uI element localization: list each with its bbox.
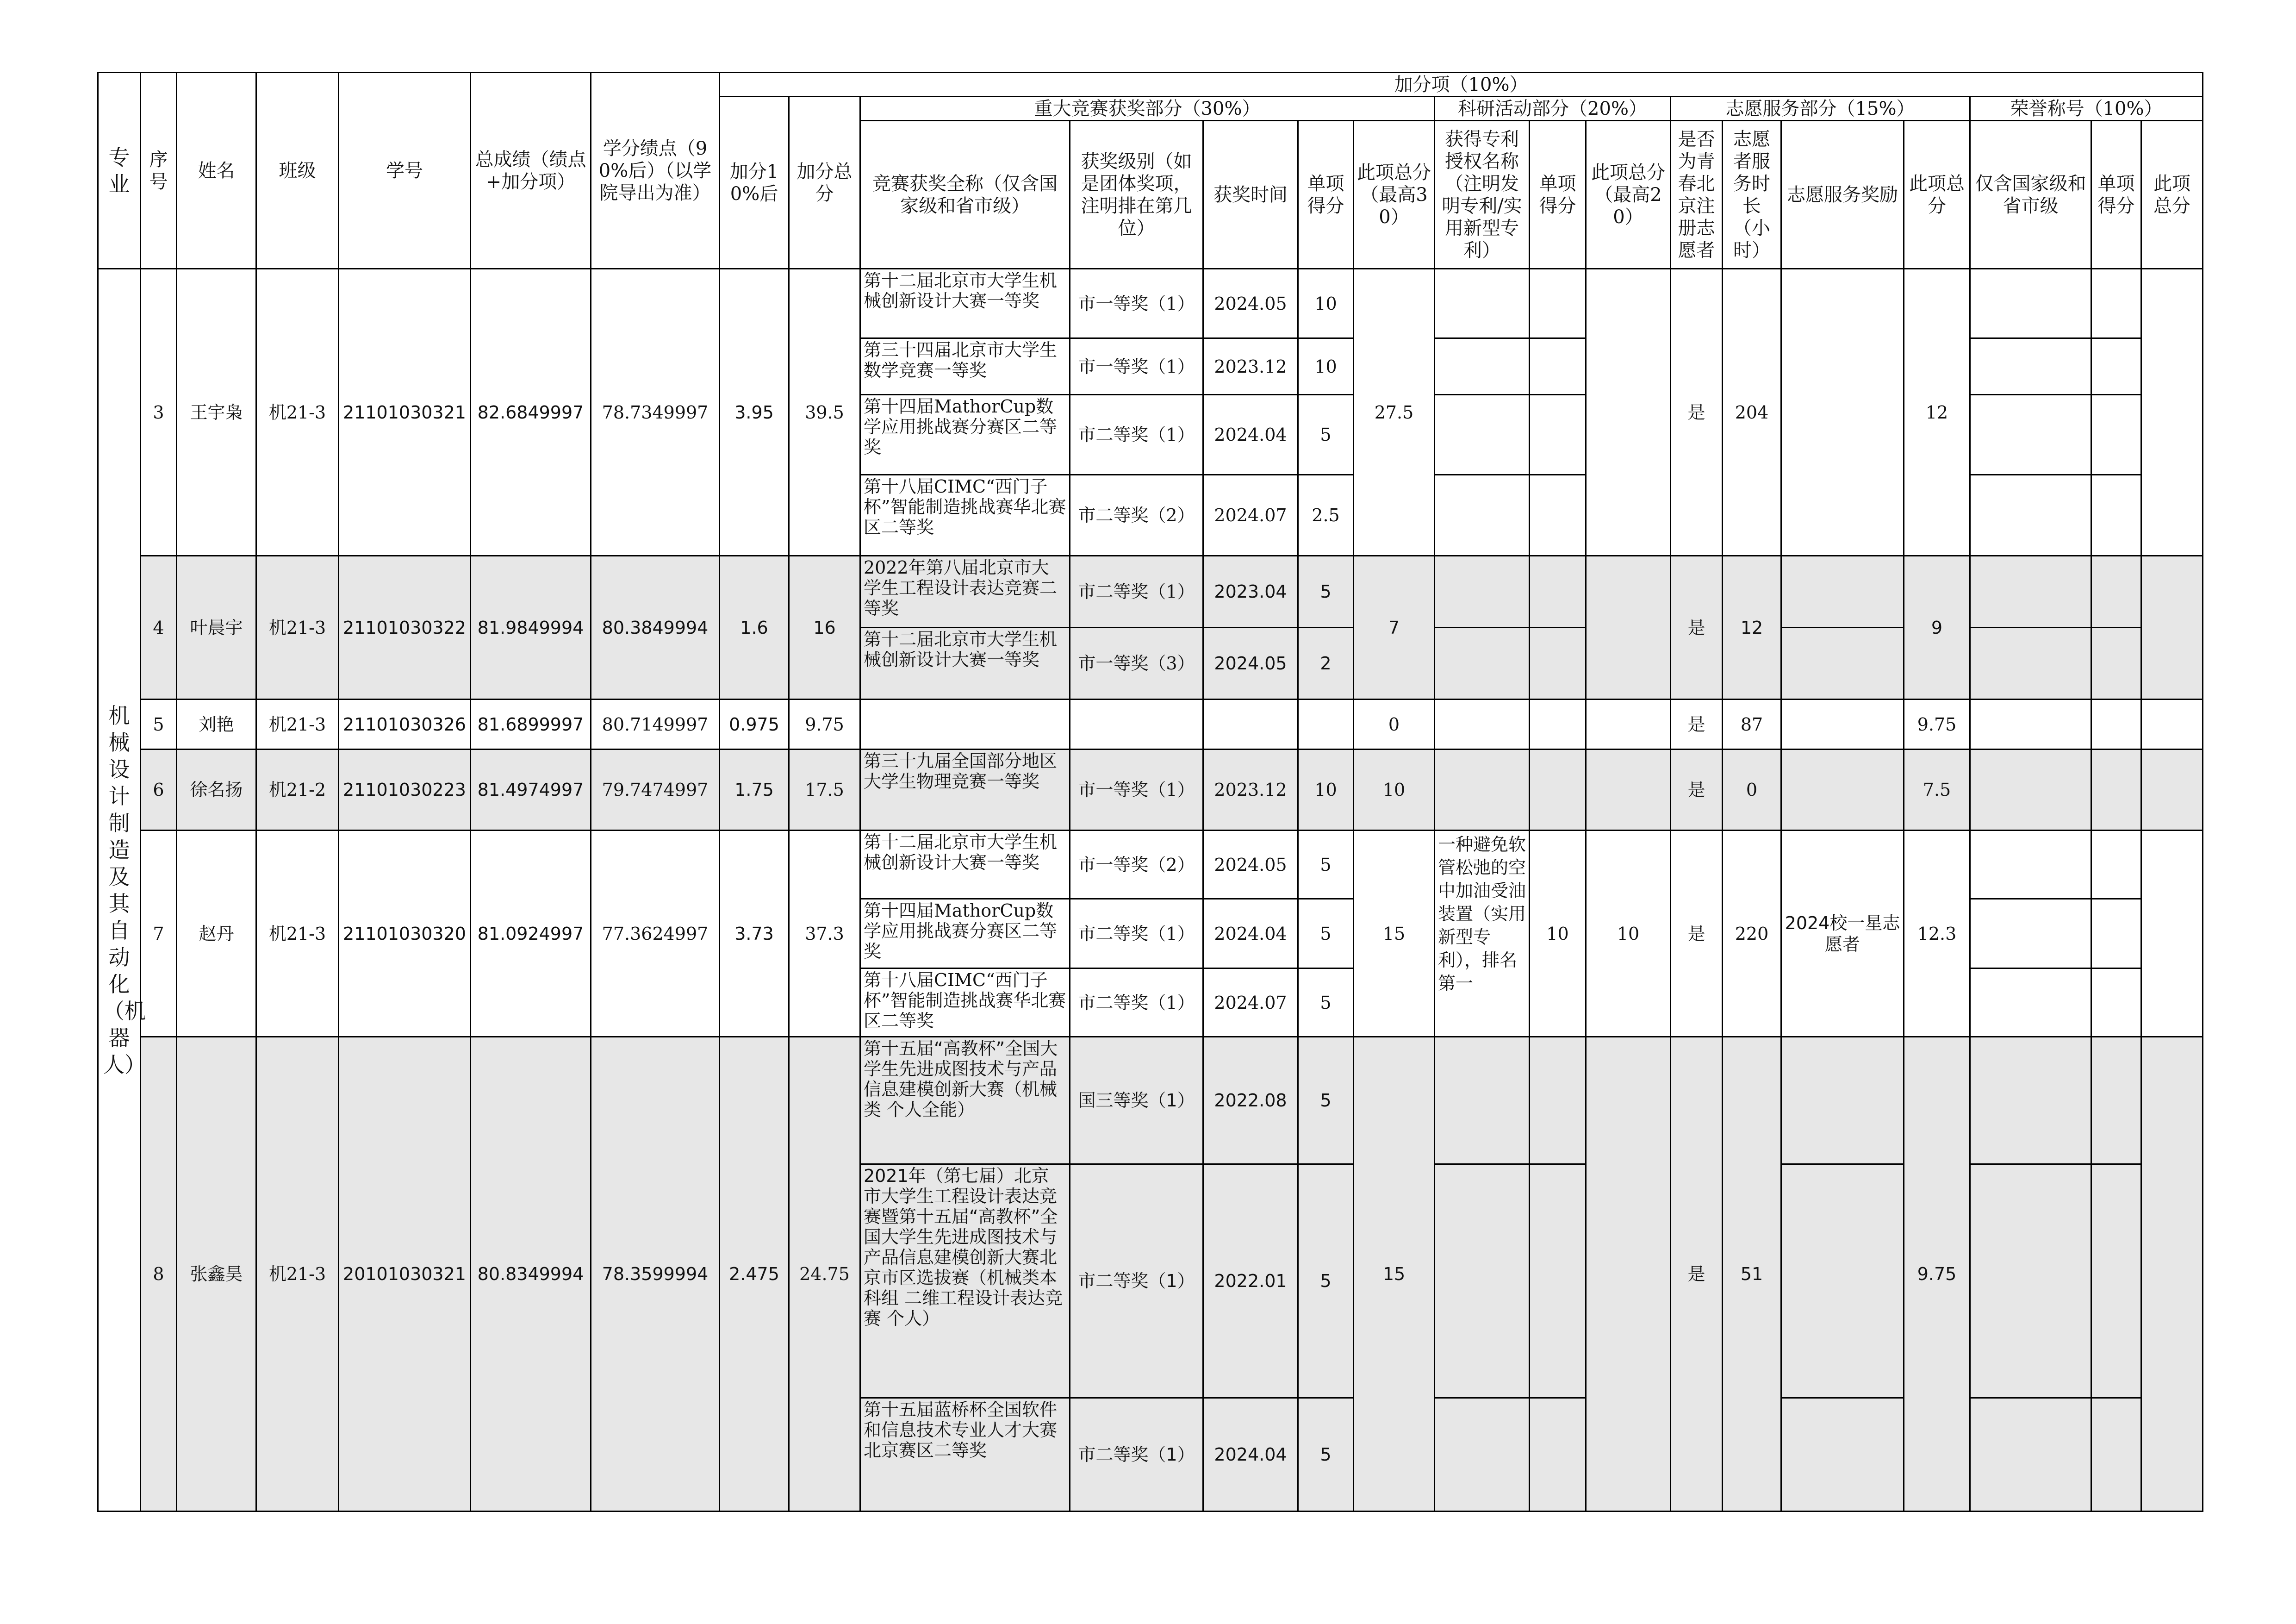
honor-name-cell: [1970, 700, 2091, 750]
award-level: 市二等奖（1）: [1070, 1164, 1203, 1398]
award-score: 10: [1298, 750, 1354, 831]
award-time: 2024.04: [1203, 395, 1298, 475]
student-id: 21101030322: [339, 556, 471, 700]
is-volunteer: 是: [1671, 831, 1723, 1037]
header-honor-section: 荣誉称号（10%）: [1970, 97, 2203, 121]
competition-total: 15: [1354, 831, 1435, 1037]
student-bonus-10pct: 3.73: [720, 831, 789, 1037]
award-level: 市一等奖（3）: [1070, 628, 1203, 700]
student-seq: 4: [141, 556, 177, 700]
volunteer-award: [1781, 1037, 1904, 1164]
student-class: 机21-3: [256, 1037, 339, 1512]
student-id: 21101030326: [339, 700, 471, 750]
honor-single-cell: [2091, 628, 2141, 700]
award-name: [860, 700, 1070, 750]
honor-total: [2141, 556, 2203, 700]
volunteer-award: [1781, 700, 1904, 750]
student-bonus-total: 37.3: [789, 831, 860, 1037]
header-is-volunteer: 是否为青春北京注册志愿者: [1671, 121, 1723, 269]
honor-name-cell: [1970, 750, 2091, 831]
header-research-single: 单项得分: [1530, 121, 1586, 269]
header-research-section: 科研活动部分（20%）: [1435, 97, 1671, 121]
research-single-cell: [1530, 338, 1586, 395]
award-level: 市一等奖（2）: [1070, 831, 1203, 899]
student-bonus-total: 24.75: [789, 1037, 860, 1512]
award-name: 第十八届CIMC“西门子杯”智能制造挑战赛华北赛区二等奖: [860, 968, 1070, 1037]
student-bonus-total: 16: [789, 556, 860, 700]
research-single-cell: [1530, 700, 1586, 750]
student-total-score: 81.6899997: [471, 700, 591, 750]
award-score: [1298, 700, 1354, 750]
award-level: 市二等奖（1）: [1070, 395, 1203, 475]
research-total: [1586, 556, 1671, 700]
award-time: 2024.07: [1203, 475, 1298, 556]
honor-total: [2141, 700, 2203, 750]
award-time: 2023.04: [1203, 556, 1298, 628]
is-volunteer: 是: [1671, 556, 1723, 700]
student-class: 机21-2: [256, 750, 339, 831]
award-name: 2022年第八届北京市大学生工程设计表达竞赛二等奖: [860, 556, 1070, 628]
award-name: 第十二届北京市大学生机械创新设计大赛一等奖: [860, 628, 1070, 700]
header-research-total: 此项总分（最高20）: [1586, 121, 1671, 269]
competition-total: 15: [1354, 1037, 1435, 1512]
volunteer-total: 12: [1904, 269, 1970, 556]
award-name: 第十二届北京市大学生机械创新设计大赛一等奖: [860, 269, 1070, 338]
student-bonus-total: 9.75: [789, 700, 860, 750]
patent-cell: [1435, 395, 1530, 475]
header-class: 班级: [256, 73, 339, 269]
header-competition-total: 此项总分（最高30）: [1354, 121, 1435, 269]
honor-total: [2141, 1037, 2203, 1512]
research-single: 10: [1530, 831, 1586, 1037]
award-name: 第十四届MathorCup数学应用挑战赛分赛区二等奖: [860, 395, 1070, 475]
student-seq: 6: [141, 750, 177, 831]
student-total-score: 80.8349994: [471, 1037, 591, 1512]
student-seq: 8: [141, 1037, 177, 1512]
award-time: 2022.01: [1203, 1164, 1298, 1398]
award-time: 2024.05: [1203, 831, 1298, 899]
competition-total: 7: [1354, 556, 1435, 700]
award-time: 2024.04: [1203, 899, 1298, 968]
research-total: [1586, 1037, 1671, 1512]
patent-cell: [1435, 750, 1530, 831]
header-bonus-total: 加分总分: [789, 97, 860, 269]
patent-cell: [1435, 700, 1530, 750]
student-class: 机21-3: [256, 831, 339, 1037]
is-volunteer: 是: [1671, 269, 1723, 556]
volunteer-hours: 51: [1723, 1037, 1781, 1512]
award-time: [1203, 700, 1298, 750]
award-name: 第三十九届全国部分地区大学生物理竞赛一等奖: [860, 750, 1070, 831]
volunteer-award: [1781, 269, 1904, 556]
award-level: 市一等奖（1）: [1070, 750, 1203, 831]
student-id: 21101030321: [339, 269, 471, 556]
award-name: 第十五届“高教杯”全国大学生先进成图技术与产品信息建模创新大赛（机械类 个人全能）: [860, 1037, 1070, 1164]
major-name: 机械设计制造及其自动化（机器人）: [98, 269, 141, 1512]
honor-name-cell: [1970, 899, 2091, 968]
honor-name-cell: [1970, 269, 2091, 338]
is-volunteer: 是: [1671, 750, 1723, 831]
honor-name-cell: [1970, 475, 2091, 556]
research-single-cell: [1530, 269, 1586, 338]
research-total: [1586, 269, 1671, 556]
patent-cell: [1435, 1398, 1530, 1512]
patent-name: 一种避免软管松弛的空中加油受油装置（实用新型专利），排名第一: [1435, 831, 1530, 1037]
student-class: 机21-3: [256, 269, 339, 556]
grade-sheet-table: [97, 72, 2203, 1512]
student-name: 徐名扬: [177, 750, 256, 831]
award-score: 5: [1298, 556, 1354, 628]
honor-name-cell: [1970, 338, 2091, 395]
research-single-cell: [1530, 1398, 1586, 1512]
competition-total: 10: [1354, 750, 1435, 831]
award-level: 市二等奖（1）: [1070, 556, 1203, 628]
student-gpa: 80.7149997: [591, 700, 720, 750]
student-total-score: 81.0924997: [471, 831, 591, 1037]
patent-cell: [1435, 1164, 1530, 1398]
award-score: 5: [1298, 968, 1354, 1037]
header-award-level: 获奖级别（如是团体奖项，注明排在第几位）: [1070, 121, 1203, 269]
header-competition-name: 竞赛获奖全称（仅含国家级和省市级）: [860, 121, 1070, 269]
award-name: 第十八届CIMC“西门子杯”智能制造挑战赛华北赛区二等奖: [860, 475, 1070, 556]
award-time: 2024.05: [1203, 269, 1298, 338]
patent-cell: [1435, 556, 1530, 628]
honor-name-cell: [1970, 556, 2091, 628]
student-seq: 3: [141, 269, 177, 556]
is-volunteer: 是: [1671, 1037, 1723, 1512]
header-student-id: 学号: [339, 73, 471, 269]
student-name: 刘艳: [177, 700, 256, 750]
is-volunteer: 是: [1671, 700, 1723, 750]
award-score: 5: [1298, 899, 1354, 968]
header-volunteer-award: 志愿服务奖励: [1781, 121, 1904, 269]
volunteer-hours: 87: [1723, 700, 1781, 750]
award-score: 2.5: [1298, 475, 1354, 556]
student-total-score: 81.9849994: [471, 556, 591, 700]
student-bonus-total: 39.5: [789, 269, 860, 556]
award-score: 5: [1298, 1037, 1354, 1164]
volunteer-award-cell: [1781, 1164, 1904, 1398]
award-score: 2: [1298, 628, 1354, 700]
research-single-cell: [1530, 750, 1586, 831]
honor-name-cell: [1970, 968, 2091, 1037]
honor-single-cell: [2091, 899, 2141, 968]
award-name: 第十五届蓝桥杯全国软件和信息技术专业人才大赛北京赛区二等奖: [860, 1398, 1070, 1512]
student-bonus-10pct: 3.95: [720, 269, 789, 556]
student-bonus-10pct: 2.475: [720, 1037, 789, 1512]
research-total: 10: [1586, 831, 1671, 1037]
header-honor-total: 此项总分: [2141, 121, 2203, 269]
research-single-cell: [1530, 1164, 1586, 1398]
research-total: [1586, 700, 1671, 750]
award-score: 5: [1298, 395, 1354, 475]
honor-name-cell: [1970, 1037, 2091, 1164]
research-single-cell: [1530, 556, 1586, 628]
honor-name-cell: [1970, 395, 2091, 475]
patent-cell: [1435, 1037, 1530, 1164]
header-competition-section: 重大竞赛获奖部分（30%）: [860, 97, 1435, 121]
student-seq: 5: [141, 700, 177, 750]
volunteer-award-cell: [1781, 628, 1904, 700]
patent-cell: [1435, 338, 1530, 395]
research-single-cell: [1530, 1037, 1586, 1164]
volunteer-award: [1781, 556, 1904, 628]
honor-name-cell: [1970, 628, 2091, 700]
honor-single-cell: [2091, 968, 2141, 1037]
award-level: 市二等奖（1）: [1070, 899, 1203, 968]
volunteer-total: 12.3: [1904, 831, 1970, 1037]
header-award-time: 获奖时间: [1203, 121, 1298, 269]
header-volunteer-hours: 志愿者服务时长（小时）: [1723, 121, 1781, 269]
patent-cell: [1435, 475, 1530, 556]
volunteer-total: 7.5: [1904, 750, 1970, 831]
research-total: [1586, 750, 1671, 831]
header-patent: 获得专利授权名称（注明发明专利/实用新型专利）: [1435, 121, 1530, 269]
volunteer-total: 9.75: [1904, 700, 1970, 750]
award-level: 市二等奖（1）: [1070, 1398, 1203, 1512]
award-time: 2023.12: [1203, 750, 1298, 831]
header-total-score: 总成绩（绩点+加分项）: [471, 73, 591, 269]
honor-single-cell: [2091, 750, 2141, 831]
header-bonus-10pct: 加分10%后: [720, 97, 789, 269]
award-level: 市二等奖（2）: [1070, 475, 1203, 556]
student-total-score: 81.4974997: [471, 750, 591, 831]
volunteer-hours: 220: [1723, 831, 1781, 1037]
award-level: 市二等奖（1）: [1070, 968, 1203, 1037]
honor-total: [2141, 831, 2203, 1037]
student-id: 21101030223: [339, 750, 471, 831]
honor-single-cell: [2091, 395, 2141, 475]
honor-single-cell: [2091, 475, 2141, 556]
award-name: 第十四届MathorCup数学应用挑战赛分赛区二等奖: [860, 899, 1070, 968]
award-level: 国三等奖（1）: [1070, 1037, 1203, 1164]
header-name: 姓名: [177, 73, 256, 269]
honor-single-cell: [2091, 269, 2141, 338]
header-volunteer-section: 志愿服务部分（15%）: [1671, 97, 1970, 121]
award-name: 第十二届北京市大学生机械创新设计大赛一等奖: [860, 831, 1070, 899]
award-time: 2024.05: [1203, 628, 1298, 700]
student-bonus-total: 17.5: [789, 750, 860, 831]
honor-name-cell: [1970, 831, 2091, 899]
award-score: 5: [1298, 1164, 1354, 1398]
student-bonus-10pct: 0.975: [720, 700, 789, 750]
award-score: 10: [1298, 338, 1354, 395]
student-name: 赵丹: [177, 831, 256, 1037]
competition-total: 0: [1354, 700, 1435, 750]
research-single-cell: [1530, 395, 1586, 475]
honor-single-cell: [2091, 1164, 2141, 1398]
honor-single-cell: [2091, 1037, 2141, 1164]
award-time: 2024.07: [1203, 968, 1298, 1037]
award-time: 2024.04: [1203, 1398, 1298, 1512]
honor-single-cell: [2091, 700, 2141, 750]
header-volunteer-total: 此项总分: [1904, 121, 1970, 269]
student-gpa: 79.7474997: [591, 750, 720, 831]
volunteer-hours: 0: [1723, 750, 1781, 831]
header-seq: 序号: [141, 73, 177, 269]
volunteer-hours: 12: [1723, 556, 1781, 700]
award-score: 5: [1298, 1398, 1354, 1512]
student-gpa: 80.3849994: [591, 556, 720, 700]
research-single-cell: [1530, 475, 1586, 556]
student-gpa: 78.7349997: [591, 269, 720, 556]
header-bonus-items: 加分项（10%）: [720, 73, 2203, 97]
award-score: 10: [1298, 269, 1354, 338]
honor-total: [2141, 750, 2203, 831]
student-bonus-10pct: 1.6: [720, 556, 789, 700]
award-level: [1070, 700, 1203, 750]
award-level: 市一等奖（1）: [1070, 269, 1203, 338]
award-score: 5: [1298, 831, 1354, 899]
volunteer-total: 9.75: [1904, 1037, 1970, 1512]
header-major: 专业: [98, 73, 141, 269]
award-name: 2021年（第七届）北京市大学生工程设计表达竞赛暨第十五届“高教杯”全国大学生先进成图技术与产品信息建模创新大赛北京市区选拔赛（机械类本科组 二维工程设计表达竞赛 个人）: [860, 1164, 1070, 1398]
student-id: 21101030320: [339, 831, 471, 1037]
volunteer-total: 9: [1904, 556, 1970, 700]
award-level: 市一等奖（1）: [1070, 338, 1203, 395]
honor-single-cell: [2091, 338, 2141, 395]
header-gpa: 学分绩点（90%后）（以学院导出为准）: [591, 73, 720, 269]
student-name: 张鑫昊: [177, 1037, 256, 1512]
competition-total: 27.5: [1354, 269, 1435, 556]
patent-cell: [1435, 628, 1530, 700]
award-name: 第三十四届北京市大学生数学竞赛一等奖: [860, 338, 1070, 395]
honor-single-cell: [2091, 831, 2141, 899]
student-class: 机21-3: [256, 556, 339, 700]
honor-total: [2141, 269, 2203, 556]
student-seq: 7: [141, 831, 177, 1037]
patent-cell: [1435, 269, 1530, 338]
research-single-cell: [1530, 628, 1586, 700]
student-bonus-10pct: 1.75: [720, 750, 789, 831]
header-honor-single: 单项得分: [2091, 121, 2141, 269]
header-single-score: 单项得分: [1298, 121, 1354, 269]
honor-single-cell: [2091, 556, 2141, 628]
header-honor-name: 仅含国家级和省市级: [1970, 121, 2091, 269]
volunteer-award: [1781, 750, 1904, 831]
award-time: 2023.12: [1203, 338, 1298, 395]
student-class: 机21-3: [256, 700, 339, 750]
student-name: 王宇枭: [177, 269, 256, 556]
award-time: 2022.08: [1203, 1037, 1298, 1164]
honor-name-cell: [1970, 1164, 2091, 1398]
volunteer-award: 2024校一星志愿者: [1781, 831, 1904, 1037]
volunteer-award-cell: [1781, 1398, 1904, 1512]
honor-name-cell: [1970, 1398, 2091, 1512]
student-gpa: 78.3599994: [591, 1037, 720, 1512]
student-gpa: 77.3624997: [591, 831, 720, 1037]
honor-single-cell: [2091, 1398, 2141, 1512]
student-name: 叶晨宇: [177, 556, 256, 700]
volunteer-hours: 204: [1723, 269, 1781, 556]
student-id: 20101030321: [339, 1037, 471, 1512]
student-total-score: 82.6849997: [471, 269, 591, 556]
